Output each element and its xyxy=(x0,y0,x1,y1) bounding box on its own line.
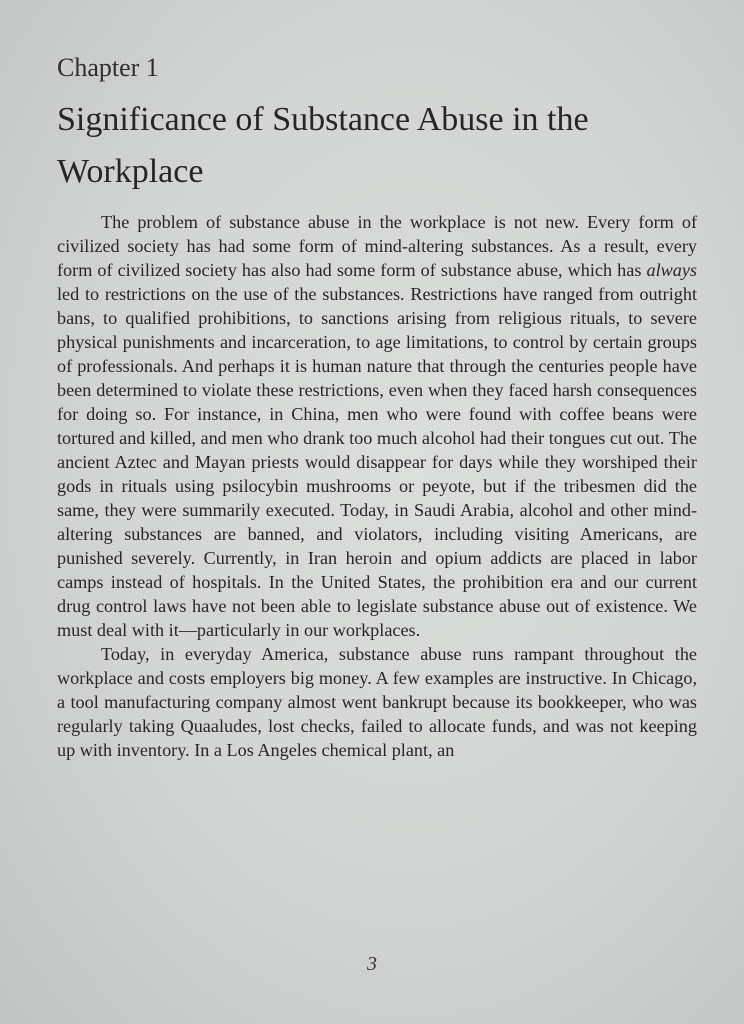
body-paragraph-2: Today, in everyday America, substance abuse runs rampant throughout the workplace and costs employers big money. A few examples are instructive. In Chicago, a tool manufacturing company almost went bankrupt because its bookkeeper, who was regularly taking Quaaludes, lost checks, failed to allocate funds, and was not keeping up with inventory. In a Los Angeles chemical plant, an xyxy=(57,644,697,760)
paragraph-1-text-end: led to restrictions on the use of the substances. Restrictions have ranged from outright bans, to qualified prohibitions, to sanctions arising from religious rituals, to severe physical punishments and incarceration, to age limitations, to control by certain groups of professionals. And perhaps it is human nature that through the centuries people have been determined to violate these restrictions, even when they faced harsh consequences for doing so. For instance, in China, men who were found with coffee beans were tortured and killed, and men who drank too much alcohol had their tongues cut out. The ancient Aztec and Mayan priests would disappear for days while they worshiped their gods in rituals using psilocybin mushrooms or peyote, but if the tribesmen did the same, they were summarily executed. Today, in Saudi Arabia, alcohol and other mind-altering substances are banned, and violators, including visiting Americans, are punished severely. Currently, in Iran heroin and opium addicts are placed in labor camps instead of hospitals. In the United States, the prohibition era and our current drug control laws have not been able to legislate substance abuse out of existence. We must deal with it—particularly in our workplaces. xyxy=(57,284,697,640)
paragraph-1-emphasis: always xyxy=(646,260,697,280)
body-paragraph-1 xyxy=(57,210,697,642)
book-page xyxy=(57,52,697,762)
page-number: 3 xyxy=(367,953,377,975)
chapter-label: Chapter 1 xyxy=(57,53,159,82)
paragraph-1-text-start: The problem of substance abuse in the workplace is not new. Every form of civilized society has had some form of mind-altering substances. As a result, every form of civilized society has also had some form of substance abuse, which has xyxy=(57,212,697,280)
chapter-title: Significance of Substance Abuse in the Workplace xyxy=(57,101,589,190)
